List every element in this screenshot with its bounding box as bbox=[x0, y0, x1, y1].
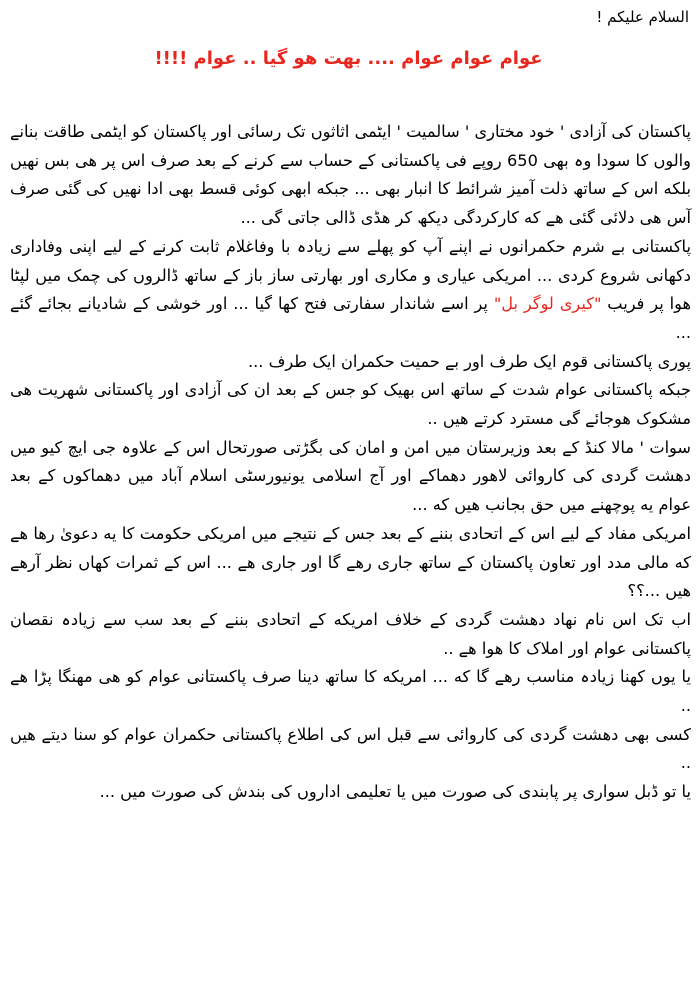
kerry-lugar-bill-highlight: "کیری لوگر بل" bbox=[493, 294, 602, 314]
paragraph-9: کسی بھی دھشت گردی کی کاروائی سے قبل اس کی اطلاع پاکستانی حکمران عوام کو سنا دیتے ھیں .. bbox=[10, 724, 691, 773]
greeting: السلام علیکم ! bbox=[596, 8, 689, 26]
paragraph-2-before: پاکستانی بے شرم حکمرانوں نے اپنے آپ کو پھلے سے زیادہ با وفاغلام ثابت کرنے کے لیے اپنی وفاداری دکھانی شروع کردی ... امریکی عیاری و مکاری اور بھارتی ساز باز کے ساتھ ڈالروں کی چمک میں لپٹا ھوا پر فریب bbox=[10, 236, 692, 314]
paragraph-6: امریکی مفاد کے لیے اس کے اتحادی بننے کے بعد جس کے نتیجے میں امریکی حکومت کا یه دعویٰ رھا ھے که مالی مدد اور تعاون پاکستان کے ساتھ جاری رھے گا اور جاری ھے ... اس کے ثمرات کھاں نظر آرھے ھیں ...؟؟ bbox=[10, 523, 691, 601]
article-body bbox=[10, 118, 691, 807]
paragraph-1: پاکستان کی آزادی ' خود مختاری ' سالمیت ' ایٹمی اثاثوں تک رسائی اور پاکستان کو ایٹمی طاقت بنانے والوں کا سودا وہ بھی 650 روپے فی پاکستانی کے حساب سے کرنے کے بعد صرف اس پر ھی بس نھیں بلکه اس کے ساتھ ذلت آمیز شرائط کا انبار بھی ... جبکه ابھی کوئی قسط بھی ادا نھیں کی گئی صرف آس ھی دلائی گئی ھے که کارکردگی دیکھ کر ھڈی ڈالی جاتی گی ... bbox=[10, 122, 691, 228]
paragraph-2 bbox=[10, 233, 691, 348]
paragraph-5: سوات ' مالا کنڈ کے بعد وزیرستان میں امن و امان کی بگڑتی صورتحال اس کے علاوہ جی ایچ کیو میں دھشت گردی کی کاروائی لاھور دھماکے اور آج اسلامی یونیورسٹی اسلام آباد میں دھماکوں کے بعد عوام یه پوچھنے میں حق بجانب ھیں که ... bbox=[10, 437, 691, 515]
paragraph-8: یا یوں کھنا زیادہ مناسب رھے گا که ... امریکه کا ساتھ دینا صرف پاکستانی عوام کو ھی مھنگا پڑا ھے .. bbox=[10, 667, 691, 716]
paragraph-7: اب تک اس نام نھاد دھشت گردی کے خلاف امریکه کے اتحادی بننے کے بعد سب سے زیادہ نقصان پاکستانی عوام اور املاک کا ھوا ھے .. bbox=[10, 609, 691, 658]
headline: عوام عوام عوام .... بھت ھو گیا .. عوام !!!! bbox=[154, 48, 543, 69]
paragraph-10: یا تو ڈبل سواری پر پابندی کی صورت میں یا تعلیمی اداروں کی بندش کی صورت میں ... bbox=[99, 782, 691, 802]
paragraph-3: پوری پاکستانی قوم ایک طرف اور بے حمیت حکمران ایک طرف ... bbox=[248, 351, 691, 371]
paragraph-4: جبکه پاکستانی عوام شدت کے ساتھ اس بھیک کو جس کے بعد ان کی آزادی اور پاکستانی شھریت ھی مشکوک ھوجائے گی مسترد کرتے ھیں .. bbox=[10, 380, 691, 429]
paragraph-2-after: پر اسے شاندار سفارتی فتح کھا گیا ... اور خوشی کے شادیانے بجائے گئے ... bbox=[10, 294, 691, 342]
